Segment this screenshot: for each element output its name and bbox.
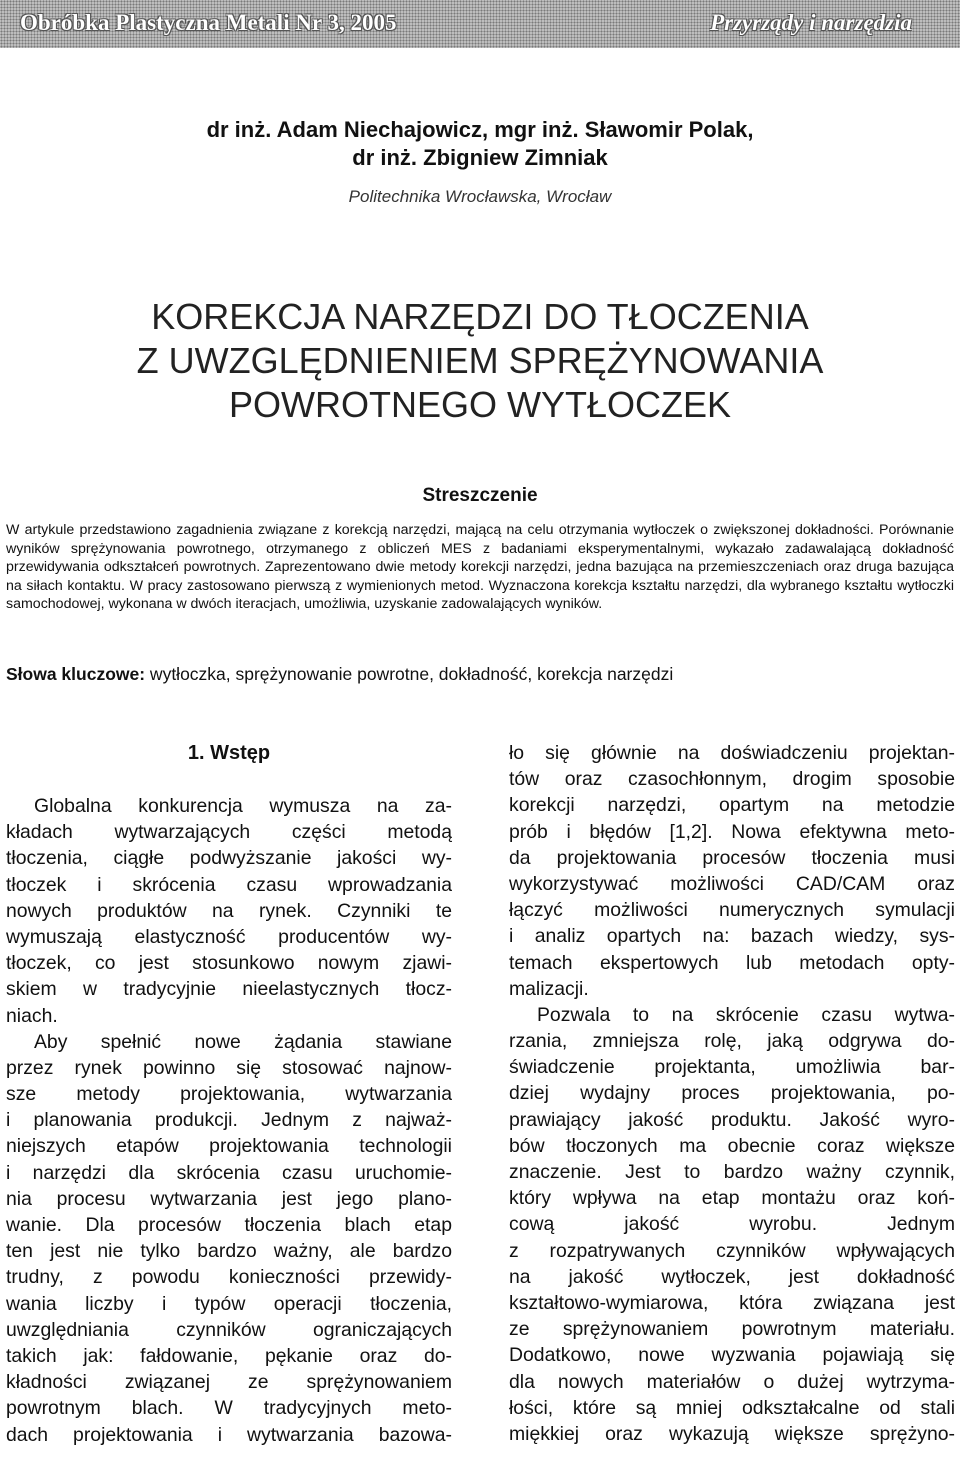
text-line: korekcji narzędzi, opartym na metodzie: [509, 794, 955, 817]
text-line: tłoczek, co jest stosunkowo nowym zjawi-: [6, 952, 452, 975]
text-line: skiem w tradycyjnie nieelastycznych tłocz-: [6, 978, 452, 1001]
paper-title: [0, 295, 960, 427]
text-line: dla nowych materiałów o dużej wytrzyma-: [509, 1370, 955, 1393]
text-line: który wpływa na etap montażu oraz koń-: [509, 1187, 955, 1210]
title-line: POWROTNEGO WYTŁOCZEK: [228, 384, 731, 425]
text-line: takich jak: fałdowanie, pękanie oraz do-: [6, 1344, 452, 1367]
keywords-text: wytłoczka, sprężynowanie powrotne, dokładność, korekcja narzędzi: [145, 664, 674, 684]
text-line: nia procesu wytwarzania jest jego plano-: [6, 1187, 452, 1210]
text-line: na jakość wytłoczek, jest dokładność: [509, 1265, 955, 1288]
text-line: prawiający jakość produktu. Jakość wyro-: [509, 1108, 955, 1131]
text-line: cową jakość wyrobu. Jednym: [509, 1213, 955, 1236]
text-line: i narzędzi dla skrócenia czasu uruchomie-: [6, 1161, 452, 1184]
text-line: malizacji.: [509, 977, 589, 1000]
left-column: [6, 740, 452, 1448]
text-line: tłoczenia, ciągłe podwyższanie jakości wy-: [6, 847, 452, 870]
text-line: Pozwala to na skrócenie czasu wytwa-: [537, 1003, 955, 1026]
text-line: ze sprężynowaniem powrotnym materiału.: [509, 1318, 955, 1341]
text-line: bów tłoczonych ma obecnie coraz większe: [509, 1134, 955, 1157]
text-line: łości, które są mniej odkształcalne od stali: [509, 1396, 955, 1419]
text-line: łączyć możliwości numerycznych symulacji: [509, 899, 955, 922]
text-line: wanie. Dla procesów tłoczenia blach etap: [6, 1214, 452, 1236]
text-line: prób i błędów [1,2]. Nowa efektywna meto-: [509, 820, 955, 843]
text-line: świadczenie projektanta, umożliwia bar-: [509, 1056, 955, 1079]
authors-line: dr inż. Zbigniew Zimniak: [352, 145, 608, 170]
text-line: dziej wydajny proces projektowania, po-: [509, 1082, 955, 1105]
text-line: sze metody projektowania, wytwarzania: [6, 1083, 452, 1106]
text-line: ten jest nie tylko bardzo ważny, ale bardzo: [6, 1240, 452, 1263]
text-line: niach.: [6, 1004, 58, 1027]
text-line: nowych produktów na rynek. Czynniki te: [6, 899, 452, 922]
text-line: niejszych etapów projektowania technologii: [6, 1135, 452, 1158]
text-line: przez rynek powinno się stosować najnow-: [6, 1056, 452, 1079]
running-header: [0, 0, 960, 48]
text-line: znaczenie. Jest to bardzo ważny czynnik,: [509, 1161, 955, 1183]
affiliation: Politechnika Wrocławska, Wrocław: [348, 187, 612, 206]
text-line: wymuszają elastyczność producentów wy-: [6, 925, 452, 948]
text-line: dach projektowania i wytwarzania bazowa-: [6, 1423, 452, 1446]
title-line: Z UWZGLĘDNIENIEM SPRĘŻYNOWANIA: [136, 340, 824, 381]
text-line: temach ekspertowych lub metodach opty-: [509, 951, 955, 974]
title-line: KOREKCJA NARZĘDZI DO TŁOCZENIA: [151, 296, 809, 337]
text-line: tów oraz czasochłonnym, drogim sposobie: [509, 768, 955, 791]
text-line: wykorzystywać możliwości CAD/CAM oraz: [509, 872, 955, 895]
text-line: rzania, zmniejsza rolę, jaką odgrywa do-: [509, 1030, 955, 1053]
text-line: tłoczek i skrócenia czasu wprowadzania: [6, 873, 452, 896]
text-line: Dodatkowo, nowe wyzwania pojawiają się: [509, 1344, 955, 1367]
authors-line: dr inż. Adam Niechajowicz, mgr inż. Sławomir Polak,: [206, 117, 754, 142]
right-column-text: [509, 740, 955, 1447]
text-line: trudny, z powodu konieczności przewidy-: [6, 1266, 452, 1289]
text-line: i analiz opartych na: bazach wiedzy, sys-: [509, 925, 955, 948]
keywords: [6, 664, 954, 685]
text-line: da projektowania procesów tłoczenia musi: [509, 846, 955, 869]
text-line: kładności związanej ze sprężynowaniem: [6, 1371, 452, 1394]
right-column: [509, 740, 955, 1447]
text-line: kształtowo-wymiarowa, która związana jest: [509, 1291, 955, 1314]
text-line: i planowania produkcji. Jednym z najważ-: [6, 1109, 452, 1132]
section-name: Przyrządy i narzędzia: [710, 10, 912, 35]
authors: [0, 116, 960, 172]
journal-name: Obróbka Plastyczna Metali Nr 3, 2005: [20, 10, 397, 35]
text-line: kładach wytwarzających części metodą: [6, 821, 452, 844]
abstract-heading: Streszczenie: [422, 485, 538, 506]
abstract-text: W artykule przedstawiono zagadnienia związane z korekcją narzędzi, mającą na celu otrzymania wytłoczek o zwiększonej dokładności. Porównanie wyników sprężynowania powrotnego, otrzymanego z obliczeń MES z badaniami eksperymentalnymi, wykazało zadawalającą dokładność przewidywania odkształceń powrotnych. Zaprezentowano dwie metody korekcji narzędzi, jedna bazująca na przemieszczeniach oraz druga bazująca na siłach kontaktu. W pracy zastosowano pierwszą z wymienionych metod. Wyznaczona korekcja kształtu narzędzi, dla wybranego kształtu wytłoczki samochodowej, wykonana w dwóch iteracjach, umożliwia, uzyskanie zadowalających wyników.: [6, 522, 954, 613]
text-line: z rozpatrywanych czynników wpływających: [509, 1239, 955, 1262]
text-line: Globalna konkurencja wymusza na za-: [34, 795, 452, 817]
keywords-label: Słowa kluczowe:: [6, 664, 146, 684]
text-line: powrotnym blach. W tradycyjnych meto-: [6, 1397, 452, 1420]
section-heading: 1. Wstęp: [187, 742, 271, 764]
left-column-text: [6, 793, 452, 1448]
text-line: ło się głównie na doświadczeniu projektan-: [509, 742, 955, 764]
text-line: wania liczby i typów operacji tłoczenia,: [6, 1292, 452, 1315]
text-line: Aby spełnić nowe żądania stawiane: [34, 1030, 452, 1053]
text-line: miękkiej oraz wykazują większe sprężyno-: [509, 1422, 955, 1445]
text-line: uwzględniania czynników ograniczających: [6, 1318, 452, 1341]
